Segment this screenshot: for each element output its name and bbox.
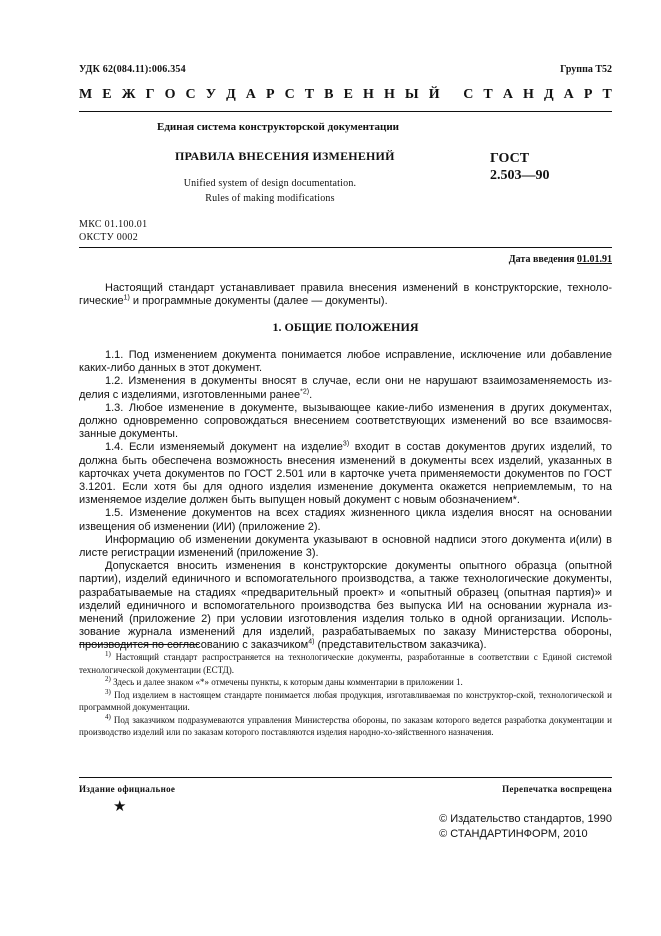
intro-text: Настоящий стандарт устанавливает правила внесения изменений в конструкторские, техноло-гические (79, 282, 612, 308)
gost-designation (490, 150, 550, 184)
banner-letter: Д (543, 87, 554, 102)
footnote (79, 689, 612, 714)
banner-letter: Н (523, 87, 534, 102)
reprint-note: Перепечатка воспрещена (502, 784, 612, 794)
clause-text: 1.2. Изменения в документы вносят в случае, если они не нарушают взаимозаменяемость из-делия с изделиями, изготовленными ранее (79, 375, 612, 401)
banner-letter: О (164, 87, 176, 102)
banner-letter: У (205, 87, 216, 102)
banner-letter: А (245, 87, 256, 102)
footnotes (79, 651, 612, 739)
okstu-code: ОКСТУ 0002 (79, 232, 139, 243)
banner-letter: Й (428, 87, 440, 102)
intro-paragraph (79, 282, 612, 308)
copyright-line: © Издательство стандартов, 1990 (439, 813, 612, 825)
header-rule (79, 111, 612, 112)
intro-text: и программные документы (далее — документы). (129, 295, 388, 308)
footnote-text: Здесь и далее знаком «*» отмечены пункты, к которым даны комментарии в приложении 1. (110, 677, 463, 687)
clause-1-1: 1.1. Под изменением документа понимается любое исправление, исключение или добавление каких-либо данных в этот документ. (79, 349, 612, 375)
group-code: Группа Т52 (560, 64, 612, 75)
english-title (150, 176, 390, 206)
banner-letter: С (463, 87, 474, 102)
mks-code: МКС 01.100.01 (79, 219, 148, 230)
footnote (79, 714, 612, 739)
classifier-codes (79, 218, 147, 244)
banner-letter: Н (383, 87, 395, 102)
clause-text: Допускается вносить изменения в конструкторские документы опытного образца (опытной партии), изделий единичного и вспомогательного производства, а также технологические документы, разрабатываемые на стадиях «предварительный проект» и «опытный образец (опытная партия)» и изделий единичного и вспомогательного производства без выпуска ИИ на основании журнала из-менений (приложение 2) при условии изготовления изделия только в одной организации. Исполь-зование журнала изменений для изделий, разрабатываемых по заказу Министерства обороны, производится по согласованию с заказчиком (79, 560, 612, 652)
footnote (79, 651, 612, 676)
banner-letter: Р (265, 87, 275, 102)
clause-1-5-journal (79, 560, 612, 652)
date-label: Дата введения (508, 254, 575, 265)
footnote-mark: 1) (105, 650, 111, 658)
section-heading: 1. ОБЩИЕ ПОЛОЖЕНИЯ (272, 320, 419, 334)
banner-letter: Р (583, 87, 593, 102)
edition-note: Издание официальное (79, 784, 176, 794)
footnote-rule (79, 644, 199, 645)
banner-letter: М (79, 87, 93, 102)
footnote-ref: *2) (300, 387, 310, 395)
clause-1-5: 1.5. Изменение документов на всех стадиях жизненного цикла изделия вносят на основании извещения об изменении (ИИ) (приложение 2). (79, 507, 612, 533)
system-name: Единая система конструкторской документации (157, 121, 399, 133)
introduction-date (509, 254, 612, 265)
section-body (79, 349, 612, 653)
clause-text: 1.4. Если изменяемый документ на изделие (105, 441, 343, 454)
footnote-ref: 3) (342, 440, 350, 448)
banner-letter: Е (102, 87, 112, 102)
title-rule (79, 247, 612, 248)
footer-rule (79, 777, 612, 778)
footnote-mark: 2) (105, 675, 111, 683)
clause-1-4 (79, 441, 612, 507)
banner-letter: Н (362, 87, 374, 102)
footnote-text: Под заказчиком подразумеваются управления Министерства обороны, по заказам которого ведется разработка документации и производство изделий или по заказам которого поставляются изделия народно-хо-зяйственного назначения. (79, 714, 612, 737)
banner-gap (450, 87, 454, 103)
clause-1-5-info: Информацию об изменении документа указывают в основной надписи этого документа и(или) в листе регистрации изменений (приложение 3). (79, 533, 612, 560)
banner-letter: Т (483, 87, 493, 102)
clause-text: входит в состав документов других изделий, то должна быть обеспечена возможность внесения изменений в документы всех изделий, указанных в карточках учета документов по ГОСТ 2.501 или в карточке учета применяемости документов по ГОСТ 3.1201. Если хотя бы для одного изделия изменение документа окажется неприемлемым, то на изменяемое изделие должен быть выпущен новый документ с новым обозначением*. (79, 441, 613, 507)
banner-letter: С (284, 87, 295, 102)
clause-text: (представительством заказчика). (314, 639, 487, 652)
gost-label: ГОСТ (490, 151, 530, 166)
footnote-text: Под изделием в настоящем стандарте понимается любая продукция, изготавливаемая по конструктор-ской, технологической и программной документации. (79, 689, 612, 712)
banner-letter: Д (226, 87, 236, 102)
date-value: 01.01.91 (577, 254, 612, 265)
banner-letter: А (502, 87, 513, 102)
english-title-line: Unified system of design documentation. (183, 178, 357, 189)
footnote (79, 676, 612, 689)
footnote-ref: 1) (123, 294, 130, 302)
standard-banner (79, 87, 612, 103)
clause-1-2 (79, 375, 612, 401)
star-icon: ★ (113, 799, 127, 815)
clause-text: . (309, 388, 313, 401)
banner-letter: Ж (121, 87, 136, 102)
clause-1-3: 1.3. Любое изменение в документе, вызывающее какие-либо изменения в других документах, должно одновременно сопровождаться внесением соответствующих изменений во все взаимосвя-занные документы. (79, 401, 612, 441)
document-title: ПРАВИЛА ВНЕСЕНИЯ ИЗМЕНЕНИЙ (175, 149, 395, 163)
udk-code: УДК 62(084.11):006.354 (79, 64, 186, 75)
banner-letter: Ы (404, 87, 419, 102)
gost-number: 2.503—90 (490, 168, 550, 183)
footnote-text: Настоящий стандарт распространяется на технологические документы, разработанные в соответствии с Единой системой технологической документации (ЕСТД). (79, 652, 612, 675)
banner-letter: Г (145, 87, 155, 102)
banner-letter: Т (602, 87, 612, 102)
footnote-mark: 3) (105, 687, 111, 696)
copyright-line: © СТАНДАРТИНФОРМ, 2010 (439, 828, 588, 840)
banner-letter: А (563, 87, 574, 102)
banner-letter: Т (304, 87, 315, 102)
banner-letter: В (324, 87, 334, 102)
banner-letter: Е (343, 87, 353, 102)
banner-letter: С (185, 87, 196, 102)
copyright-block (439, 812, 612, 842)
english-title-line: Rules of making modifications (205, 193, 335, 204)
footnote-ref: 4) (308, 638, 315, 646)
footnote-mark: 4) (105, 712, 111, 721)
